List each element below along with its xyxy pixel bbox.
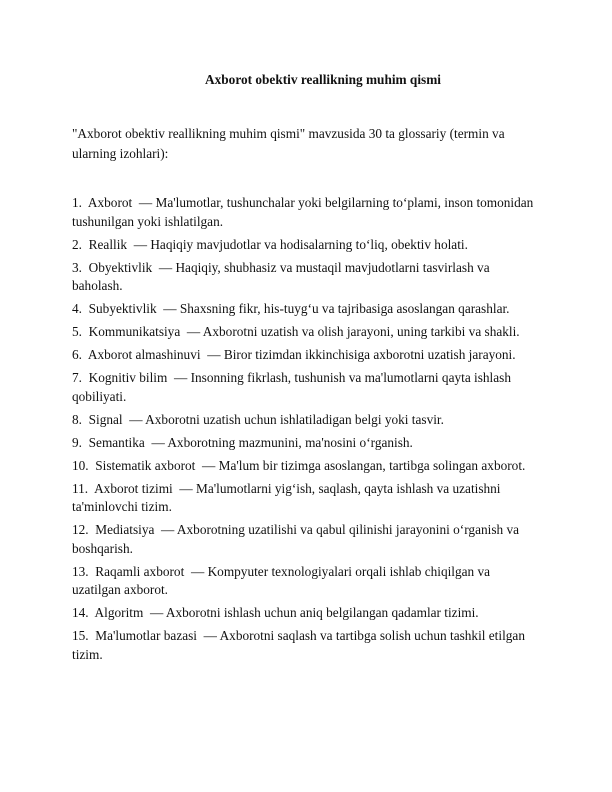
glossary-item	[72, 434, 542, 453]
glossary-item-number: 10.	[72, 457, 89, 473]
glossary-definition: Biror tizimdan ikkinchisiga axborotni uzatish jarayoni.	[223, 347, 516, 362]
glossary-definition: Ma'lum bir tizimga asoslangan, tartibga solingan axborot.	[218, 457, 526, 473]
glossary-separator: —	[179, 480, 193, 496]
glossary-definition: Axborotning uzatilishi va qabul qilinishi jarayonini o‘rganish va boshqarish.	[72, 522, 520, 556]
glossary-item	[72, 369, 542, 406]
glossary-separator: —	[138, 195, 153, 210]
glossary-term: Signal	[88, 411, 123, 427]
glossary-separator: —	[203, 628, 217, 643]
glossary-term: Mediatsiya	[95, 522, 155, 537]
glossary-definition: Kompyuter texnologiyalari orqali ishlab chiqilgan va uzatilgan axborot.	[72, 563, 491, 597]
glossary-item	[72, 411, 542, 430]
glossary-item-number: 3.	[72, 259, 82, 275]
glossary-term: Sistematik axborot	[95, 457, 196, 473]
glossary-item-number: 9.	[72, 434, 82, 450]
glossary-definition: Ma'lumotlarni yig‘ish, saqlash, qayta ishlash va uzatishni ta'minlovchi tizim.	[72, 480, 501, 514]
glossary-item-number: 15.	[72, 628, 89, 643]
glossary-separator: —	[158, 259, 173, 275]
glossary-separator: —	[207, 347, 221, 362]
glossary-item	[72, 346, 542, 365]
glossary-definition: Axborotning mazmunini, ma'nosini o‘rganish.	[167, 434, 413, 450]
glossary-item	[72, 194, 542, 231]
glossary-term: Raqamli axborot	[95, 563, 185, 579]
glossary-item-number: 5.	[72, 324, 82, 339]
glossary-item-number: 14.	[72, 605, 89, 620]
glossary-term: Semantika	[88, 434, 145, 450]
glossary-term: Axborot tizimi	[94, 480, 173, 496]
glossary-definition: Axborotni ishlash uchun aniq belgilangan qadamlar tizimi.	[165, 605, 479, 620]
glossary-item-number: 13.	[72, 563, 89, 579]
glossary-separator: —	[133, 236, 147, 252]
glossary-item	[72, 604, 542, 623]
glossary-term: Subyektivlik	[88, 301, 157, 316]
document-title: Axborot obektiv reallikning muhim qismi	[205, 72, 441, 87]
glossary-separator: —	[190, 563, 205, 579]
glossary-item	[72, 563, 542, 600]
glossary-separator: —	[163, 301, 177, 316]
glossary-definition: Axborotni saqlash va tartibga solish uchun tashkil etilgan tizim.	[72, 628, 525, 662]
glossary-term: Algoritm	[94, 605, 144, 620]
glossary-separator: —	[149, 605, 164, 620]
glossary-term: Kognitiv bilim	[88, 370, 168, 385]
glossary-item-number: 11.	[72, 480, 89, 496]
glossary-term: Axborot almashinuvi	[87, 347, 201, 362]
glossary-separator: —	[202, 457, 216, 473]
glossary-definition: Axborotni uzatish uchun ishlatiladigan belgi yoki tasvir.	[145, 411, 444, 427]
glossary-item-number: 8.	[72, 411, 82, 427]
glossary-separator: —	[173, 370, 188, 385]
glossary-term: Obyektivlik	[88, 259, 153, 275]
glossary-term: Ma'lumotlar bazasi	[95, 628, 198, 643]
intro-paragraph: "Axborot obektiv reallikning muhim qismi" mavzusida 30 ta glossariy (termin va ularning izohlari):	[72, 126, 505, 161]
glossary-definition: Insonning fikrlash, tushunish va ma'lumotlarni qayta ishlash qobiliyati.	[72, 370, 511, 404]
glossary-item	[72, 457, 542, 476]
glossary-term: Axborot	[87, 195, 133, 210]
glossary-separator: —	[186, 324, 201, 339]
glossary-item-number: 4.	[72, 301, 82, 316]
glossary-item	[72, 259, 542, 296]
glossary-separator: —	[151, 434, 165, 450]
glossary-item-number: 2.	[72, 236, 82, 252]
glossary-definition: Shaxsning fikr, his-tuyg‘u va tajribasiga asoslangan qarashlar.	[179, 301, 510, 316]
glossary-item	[72, 300, 542, 319]
glossary-item	[72, 480, 542, 517]
glossary-item	[72, 627, 542, 664]
glossary-item-number: 6.	[72, 347, 82, 362]
glossary-term: Kommunikatsiya	[88, 324, 181, 339]
glossary-definition: Haqiqiy mavjudotlar va hodisalarning to‘liq, obektiv holati.	[150, 236, 468, 252]
glossary-definition: Axborotni uzatish va olish jarayoni, uning tarkibi va shakli.	[202, 324, 520, 339]
glossary-item-number: 1.	[72, 195, 82, 210]
glossary-definition: Haqiqiy, shubhasiz va mustaqil mavjudotlarni tasvirlash va baholash.	[72, 259, 490, 293]
glossary-list	[72, 194, 542, 669]
glossary-definition: Ma'lumotlar, tushunchalar yoki belgilarning to‘plami, inson tomonidan tushunilgan yoki ishlatilgan.	[72, 195, 534, 229]
glossary-item-number: 12.	[72, 522, 89, 537]
glossary-separator: —	[129, 411, 143, 427]
glossary-separator: —	[161, 522, 175, 537]
glossary-item	[72, 236, 542, 255]
glossary-item-number: 7.	[72, 370, 82, 385]
glossary-item	[72, 521, 542, 558]
glossary-term: Reallik	[88, 236, 128, 252]
glossary-item	[72, 323, 542, 342]
